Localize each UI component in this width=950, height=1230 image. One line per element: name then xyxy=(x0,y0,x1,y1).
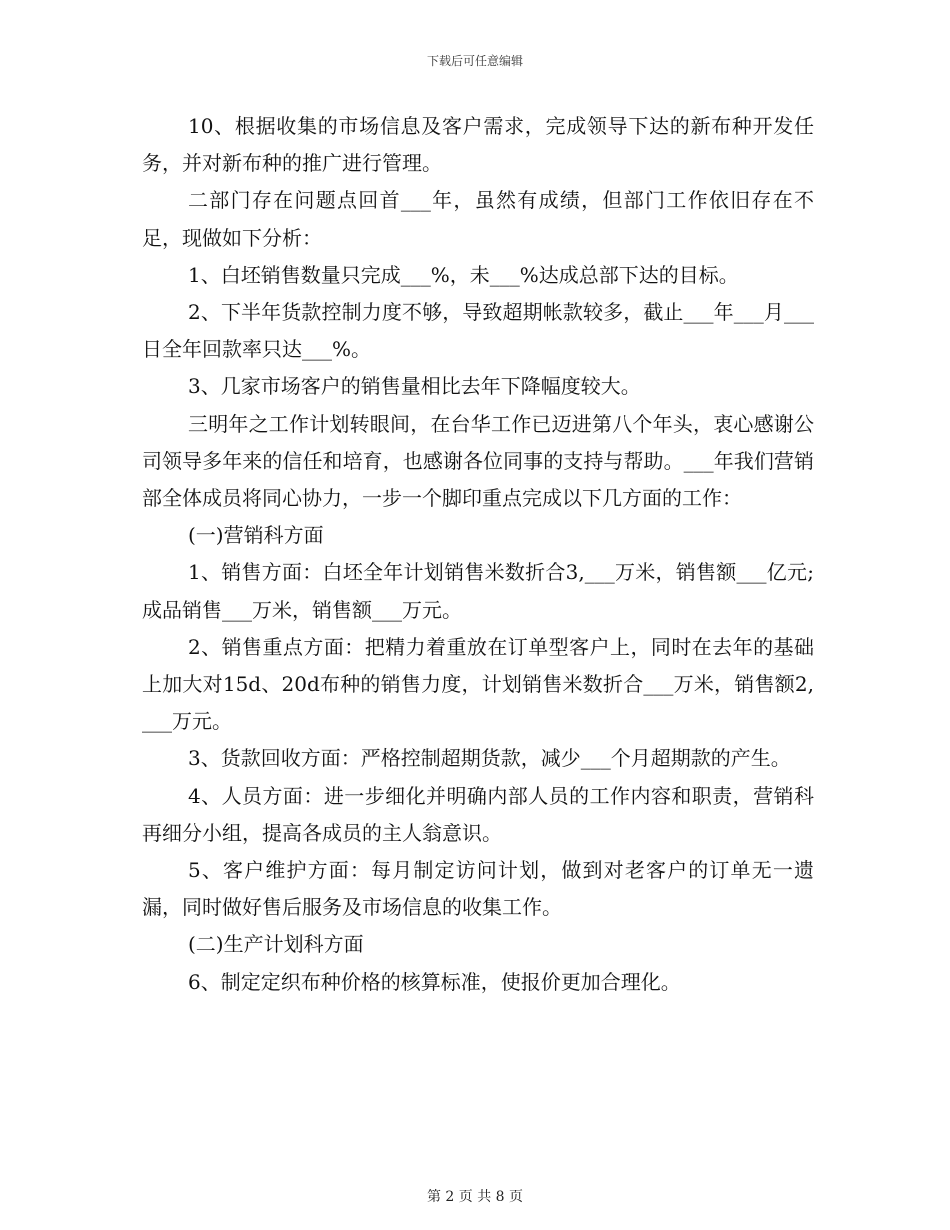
document-body xyxy=(142,108,814,1001)
paragraph-1: 10、根据收集的市场信息及客户需求，完成领导下达的新布种开发任务，并对新布种的推广进行管理。 xyxy=(142,114,814,176)
paragraph-14: 6、制定定织布种价格的核算标准，使报价更加合理化。 xyxy=(188,969,681,994)
paragraph-12: 5、客户维护方面：每月制定访问计划，做到对老客户的订单无一遗漏，同时做好售后服务及市场信息的收集工作。 xyxy=(142,858,814,920)
section-heading-production: (二)生产计划科方面 xyxy=(188,932,364,957)
page-footer: 第 2 页 共 8 页 xyxy=(426,1189,524,1205)
paragraph-5: 3、几家市场客户的销售量相比去年下降幅度较大。 xyxy=(188,374,641,399)
paragraph-6: 三明年之工作计划转眼间，在台华工作已迈进第八个年头，衷心感谢公司领导多年来的信任和培育，也感谢各位同事的支持与帮助。___年我们营销部全体成员将同心协力，一步一个脚印重点完成以下几方面的工作： xyxy=(142,411,814,511)
paragraph-4: 2、下半年货款控制力度不够，导致超期帐款较多，截止___年___月___日全年回款率只达___%。 xyxy=(142,300,814,362)
section-heading-marketing: (一)营销科方面 xyxy=(188,523,324,548)
paragraph-2: 二部门存在问题点回首___年，虽然有成绩，但部门工作依旧存在不足，现做如下分析： xyxy=(142,188,814,250)
paragraph-3: 1、白坯销售数量只完成___%，未___%达成总部下达的目标。 xyxy=(188,262,739,287)
paragraph-9: 2、销售重点方面：把精力着重放在订单型客户上，同时在去年的基础上加大对15d、20d布种的销售力度，计划销售米数折合___万米，销售额2,___万元。 xyxy=(142,634,814,734)
page-header: 下载后可任意编辑 xyxy=(426,54,523,68)
paragraph-10: 3、货款回收方面：严格控制超期货款，减少___个月超期款的产生。 xyxy=(188,746,791,771)
paragraph-8: 1、销售方面：白坯全年计划销售米数折合3,___万米，销售额___亿元;成品销售___万米，销售额___万元。 xyxy=(142,560,814,622)
paragraph-11: 4、人员方面：进一步细化并明确内部人员的工作内容和职责，营销科再细分小组，提高各成员的主人翁意识。 xyxy=(142,783,814,845)
